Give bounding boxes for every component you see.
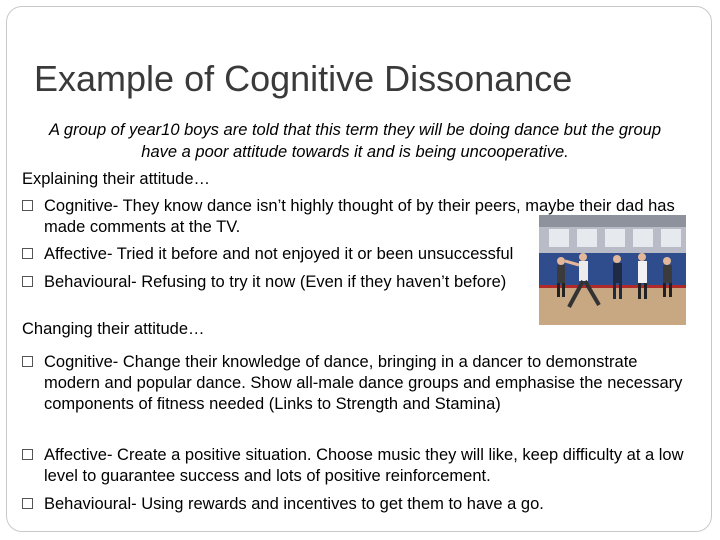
explaining-heading: Explaining their attitude…	[22, 170, 211, 188]
bullet-text: Behavioural- Refusing to try it now (Even if they haven’t before)	[44, 273, 507, 291]
bullet-text: Cognitive- They know dance isn’t highly thought of by their peers, maybe their dad has made comments at the TV.	[44, 197, 675, 236]
bullet-box-icon	[22, 356, 33, 367]
bullet-text: Affective- Tried it before and not enjoyed it or been unsuccessful	[44, 245, 514, 263]
changing-item-cognitive	[22, 352, 686, 415]
bullet-box-icon	[22, 200, 33, 211]
changing-heading: Changing their attitude…	[22, 320, 205, 338]
bullet-box-icon	[22, 449, 33, 460]
intro-text: A group of year10 boys are told that this term they will be doing dance but the group have a poor attitude towards it and is being uncooperative.	[48, 121, 662, 161]
dance-class-photo	[539, 215, 686, 325]
changing-item-affective	[22, 445, 686, 487]
bullet-text: Affective- Create a positive situation. Choose music they will like, keep difficulty at a low level to guarantee success and lots of positive reinforcement.	[44, 446, 684, 485]
changing-item-behavioural	[22, 494, 686, 515]
bullet-text: Behavioural- Using rewards and incentives to get them to have a go.	[44, 495, 544, 513]
bullet-box-icon	[22, 498, 33, 509]
bullet-text: Cognitive- Change their knowledge of dance, bringing in a dancer to demonstrate modern and popular dance. Show all-male dance groups and emphasise the necessary components of fitness needed (Links to Strength and Stamina)	[44, 353, 683, 413]
bullet-box-icon	[22, 248, 33, 259]
slide-title: Example of Cognitive Dissonance	[34, 58, 573, 99]
bullet-box-icon	[22, 276, 33, 287]
